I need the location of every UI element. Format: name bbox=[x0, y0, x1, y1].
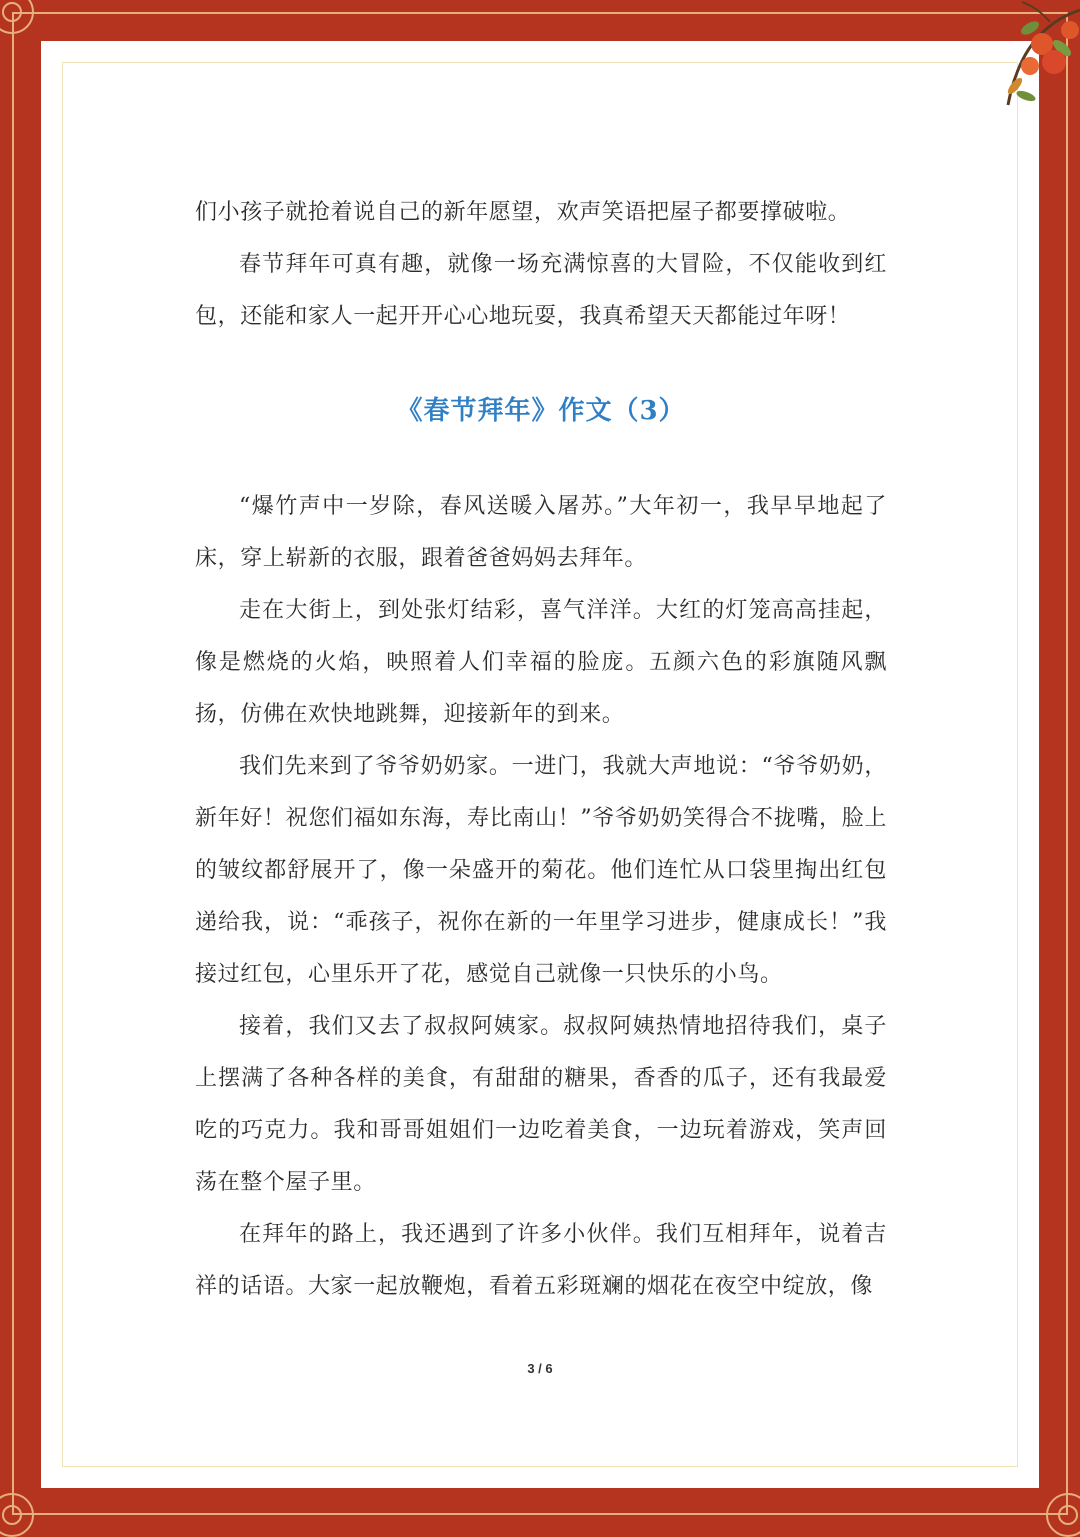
paragraph: 我们先来到了爷爷奶奶家。一进门，我就大声地说：“爷爷奶奶，新年好！祝您们福如东海，寿比南山！”爷爷奶奶笑得合不拢嘴，脸上的皱纹都舒展开了，像一朵盛开的菊花。他们连忙从口袋里掏出红包递给我，说：“乖孩子，祝你在新的一年里学习进步，健康成长！”我接过红包，心里乐开了花，感觉自己就像一只快乐的小鸟。 bbox=[195, 754, 887, 987]
corner-ornament-bottom-left bbox=[0, 1493, 34, 1537]
paragraph: 们小孩子就抢着说自己的新年愿望，欢声笑语把屋子都要撑破啦。 bbox=[195, 200, 851, 225]
paragraph: 春节拜年可真有趣，就像一场充满惊喜的大冒险，不仅能收到红包，还能和家人一起开开心心地玩耍，我真希望天天都能过年呀！ bbox=[195, 252, 887, 329]
document-page bbox=[41, 41, 1039, 1488]
corner-ornament-bottom-right bbox=[1046, 1493, 1080, 1537]
paragraph: “爆竹声中一岁除，春风送暖入屠苏。”大年初一，我早早地起了床，穿上崭新的衣服，跟着爸爸妈妈去拜年。 bbox=[195, 494, 887, 571]
persimmon-branch-decoration bbox=[930, 0, 1080, 120]
paragraph: 走在大街上，到处张灯结彩，喜气洋洋。大红的灯笼高高挂起，像是燃烧的火焰，映照着人们幸福的脸庞。五颜六色的彩旗随风飘扬，仿佛在欢快地跳舞，迎接新年的到来。 bbox=[195, 598, 887, 727]
essay-title: 《春节拜年》作文（3） bbox=[396, 396, 686, 426]
corner-ornament-top-left bbox=[0, 0, 34, 34]
page-number: 3 / 6 bbox=[527, 1361, 553, 1376]
paragraph: 接着，我们又去了叔叔阿姨家。叔叔阿姨热情地招待我们，桌子上摆满了各种各样的美食，有甜甜的糖果，香香的瓜子，还有我最爱吃的巧克力。我和哥哥姐姐们一边吃着美食，一边玩着游戏，笑声回荡在整个屋子里。 bbox=[195, 1014, 887, 1195]
paragraph: 在拜年的路上，我还遇到了许多小伙伴。我们互相拜年，说着吉祥的话语。大家一起放鞭炮，看着五彩斑斓的烟花在夜空中绽放，像 bbox=[195, 1222, 887, 1299]
document-body bbox=[195, 187, 887, 1313]
